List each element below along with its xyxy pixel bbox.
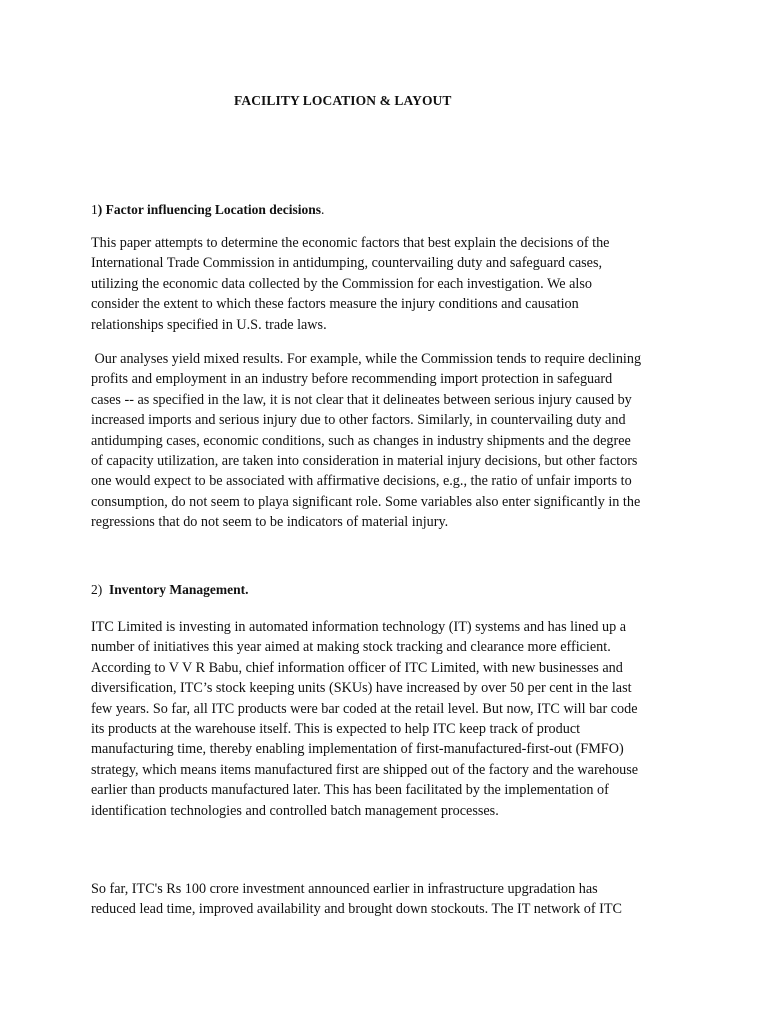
text-line: number of initiatives this year aimed at making stock tracking and clearance more efficient.: [91, 639, 611, 656]
text-line: consider the extent to which these factors measure the injury conditions and causation: [91, 296, 579, 313]
text-line: relationships specified in U.S. trade laws.: [91, 316, 327, 333]
section-1-title: Factor influencing Location decisions: [102, 202, 322, 217]
section-2-heading: [91, 582, 248, 598]
text-line: consumption, do not seem to playa significant role. Some variables also enter significantly in the: [91, 493, 641, 510]
text-line: This paper attempts to determine the economic factors that best explain the decisions of the: [91, 235, 610, 251]
text-line: So far, ITC's Rs 100 crore investment announced earlier in infrastructure upgradation has: [91, 881, 598, 897]
text-line: identification technologies and controlled batch management processes.: [91, 802, 499, 819]
section-1-period: .: [321, 202, 325, 217]
text-line: increased imports and serious injury due to other factors. Similarly, in countervailing duty and: [91, 412, 626, 429]
text-line: regressions that do not seem to be indicators of material injury.: [91, 514, 449, 531]
text-line: of capacity utilization, are taken into consideration in material injury decisions, but other factors: [91, 452, 638, 469]
section-2-title: Inventory Management.: [109, 582, 249, 597]
section-1-paragraph-2: [91, 349, 691, 533]
text-line: reduced lead time, improved availability and brought down stockouts. The IT network of ITC: [91, 901, 622, 918]
page-title: FACILITY LOCATION & LAYOUT: [234, 93, 452, 108]
text-line: profits and employment in an industry before recommending import protection in safeguard: [91, 371, 613, 388]
text-line: diversification, ITC’s stock keeping units (SKUs) have increased by over 50 per cent in the last: [91, 680, 632, 697]
text-line: antidumping cases, economic conditions, such as changes in industry shipments and the degree: [91, 432, 631, 449]
text-line: manufacturing time, thereby enabling implementation of first-manufactured-first-out (FMFO): [91, 741, 624, 758]
text-line: According to V V R Babu, chief information officer of ITC Limited, with new businesses and: [91, 659, 623, 676]
section-1-paren: ): [97, 202, 103, 217]
text-line: its products at the warehouse itself. This is expected to help ITC keep track of product: [91, 720, 581, 737]
text-line: few years. So far, all ITC products were bar coded at the retail level. But now, ITC will bar code: [91, 700, 638, 717]
text-line: Our analyses yield mixed results. For example, while the Commission tends to require declining: [91, 351, 642, 367]
text-line: strategy, which means items manufactured first are shipped out of the factory and the warehouse: [91, 761, 639, 778]
section-2-paragraph-1: [91, 617, 691, 821]
text-line: one would expect to be associated with affirmative decisions, e.g., the ratio of unfair imports to: [91, 473, 632, 490]
text-line: earlier than products manufactured later. This has been facilitated by the implementation of: [91, 782, 609, 799]
text-line: International Trade Commission in antidumping, countervailing duty and safeguard cases,: [91, 255, 603, 272]
text-line: utilizing the economic data collected by the Commission for each investigation. We also: [91, 275, 592, 292]
section-1-number: 1: [91, 202, 98, 217]
text-line: ITC Limited is investing in automated information technology (IT) systems and has lined up a: [91, 619, 627, 635]
section-1-heading: [91, 202, 324, 218]
section-1-paragraph-1: [91, 233, 691, 335]
section-2-paragraph-2: [91, 879, 691, 920]
text-line: cases -- as specified in the law, it is not clear that it delineates between serious injury caused by: [91, 391, 632, 408]
section-2-number: 2): [91, 582, 103, 597]
